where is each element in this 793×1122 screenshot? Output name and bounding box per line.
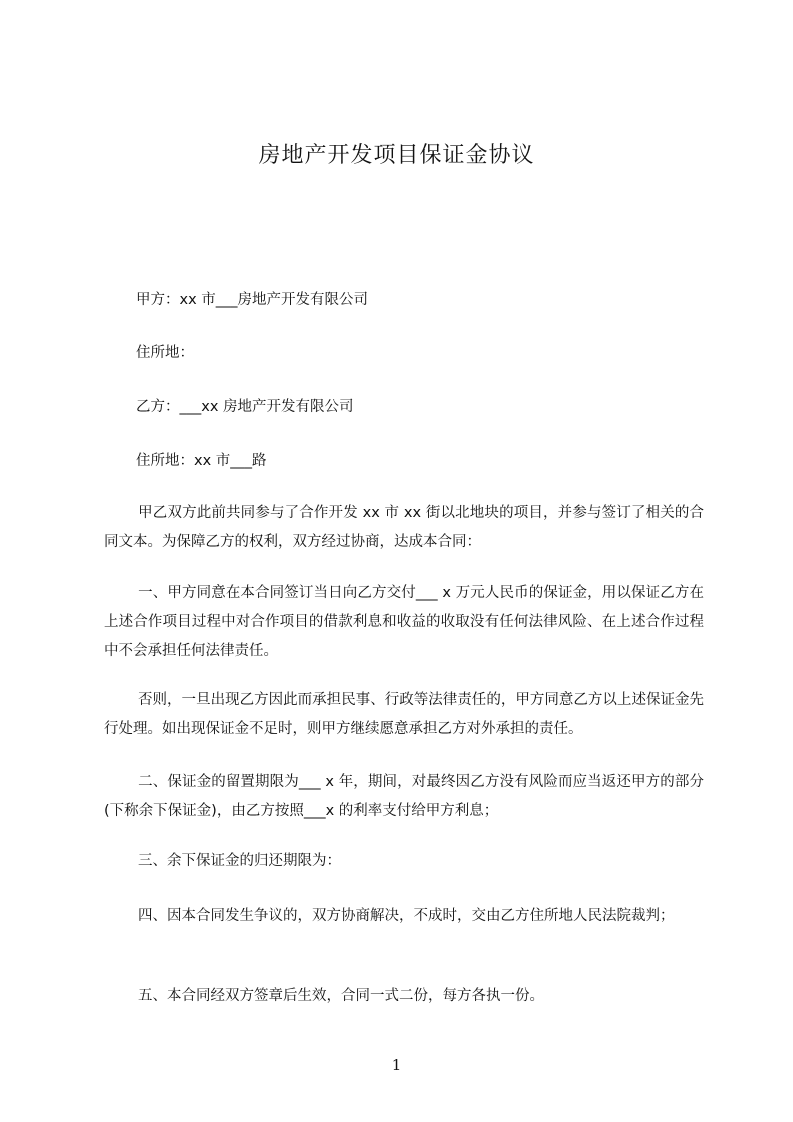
preamble-paragraph (104, 499, 704, 557)
page-title: 房地产开发项目保证金协议 (258, 143, 535, 168)
page-number: 1 (391, 1056, 402, 1074)
clause-5-text: 五、本合同经双方签章后生效，合同一式二份，每方各执一份。 (138, 988, 544, 1004)
party-b-address-line (104, 447, 267, 476)
clause-1-otherwise-paragraph (104, 686, 704, 744)
party-b-line (104, 393, 354, 422)
party-a-text: 甲方：xx 市___房地产开发有限公司 (136, 292, 369, 308)
clause-1-otherwise-text: 否则，一旦出现乙方因此而承担民事、行政等法律责任的，甲方同意乙方以上述保证金先行处理。如出现保证金不足时，则甲方继续愿意承担乙方对外承担的责任。 (104, 692, 704, 737)
clause-3-line (104, 847, 341, 876)
party-b-address-text: 住所地：xx 市___路 (136, 453, 267, 469)
clause-2-text: 二、保证金的留置期限为___ x 年，期间，对最终因乙方没有风险而应当返还甲方的部分(下称余下保证金)，由乙方按照___x 的利率支付给甲方利息； (104, 774, 704, 819)
clause-4-text: 四、因本合同发生争议的，双方协商解决，不成时，交由乙方住所地人民法院裁判； (138, 908, 675, 924)
party-a-address-line (104, 339, 194, 368)
preamble-text: 甲乙双方此前共同参与了合作开发 xx 市 xx 街以北地块的项目，并参与签订了相关的合同文本。为保障乙方的权利，双方经过协商，达成本合同： (104, 505, 704, 550)
party-a-line (104, 286, 368, 315)
party-a-address-text: 住所地： (136, 345, 194, 361)
clause-5-line (104, 982, 544, 1011)
clause-3-text: 三、余下保证金的归还期限为： (138, 853, 341, 869)
clause-2-paragraph (104, 768, 704, 826)
party-b-text: 乙方：___xx 房地产开发有限公司 (136, 399, 354, 415)
clause-4-paragraph (104, 902, 704, 931)
clause-1-text: 一、甲方同意在本合同签订当日向乙方交付___ x 万元人民币的保证金，用以保证乙方在上述合作项目过程中对合作项目的借款利息和收益的收取没有任何法律风险、在上述合作过程中不会承担任何法律责任。 (104, 585, 704, 659)
clause-1-paragraph (104, 579, 704, 666)
